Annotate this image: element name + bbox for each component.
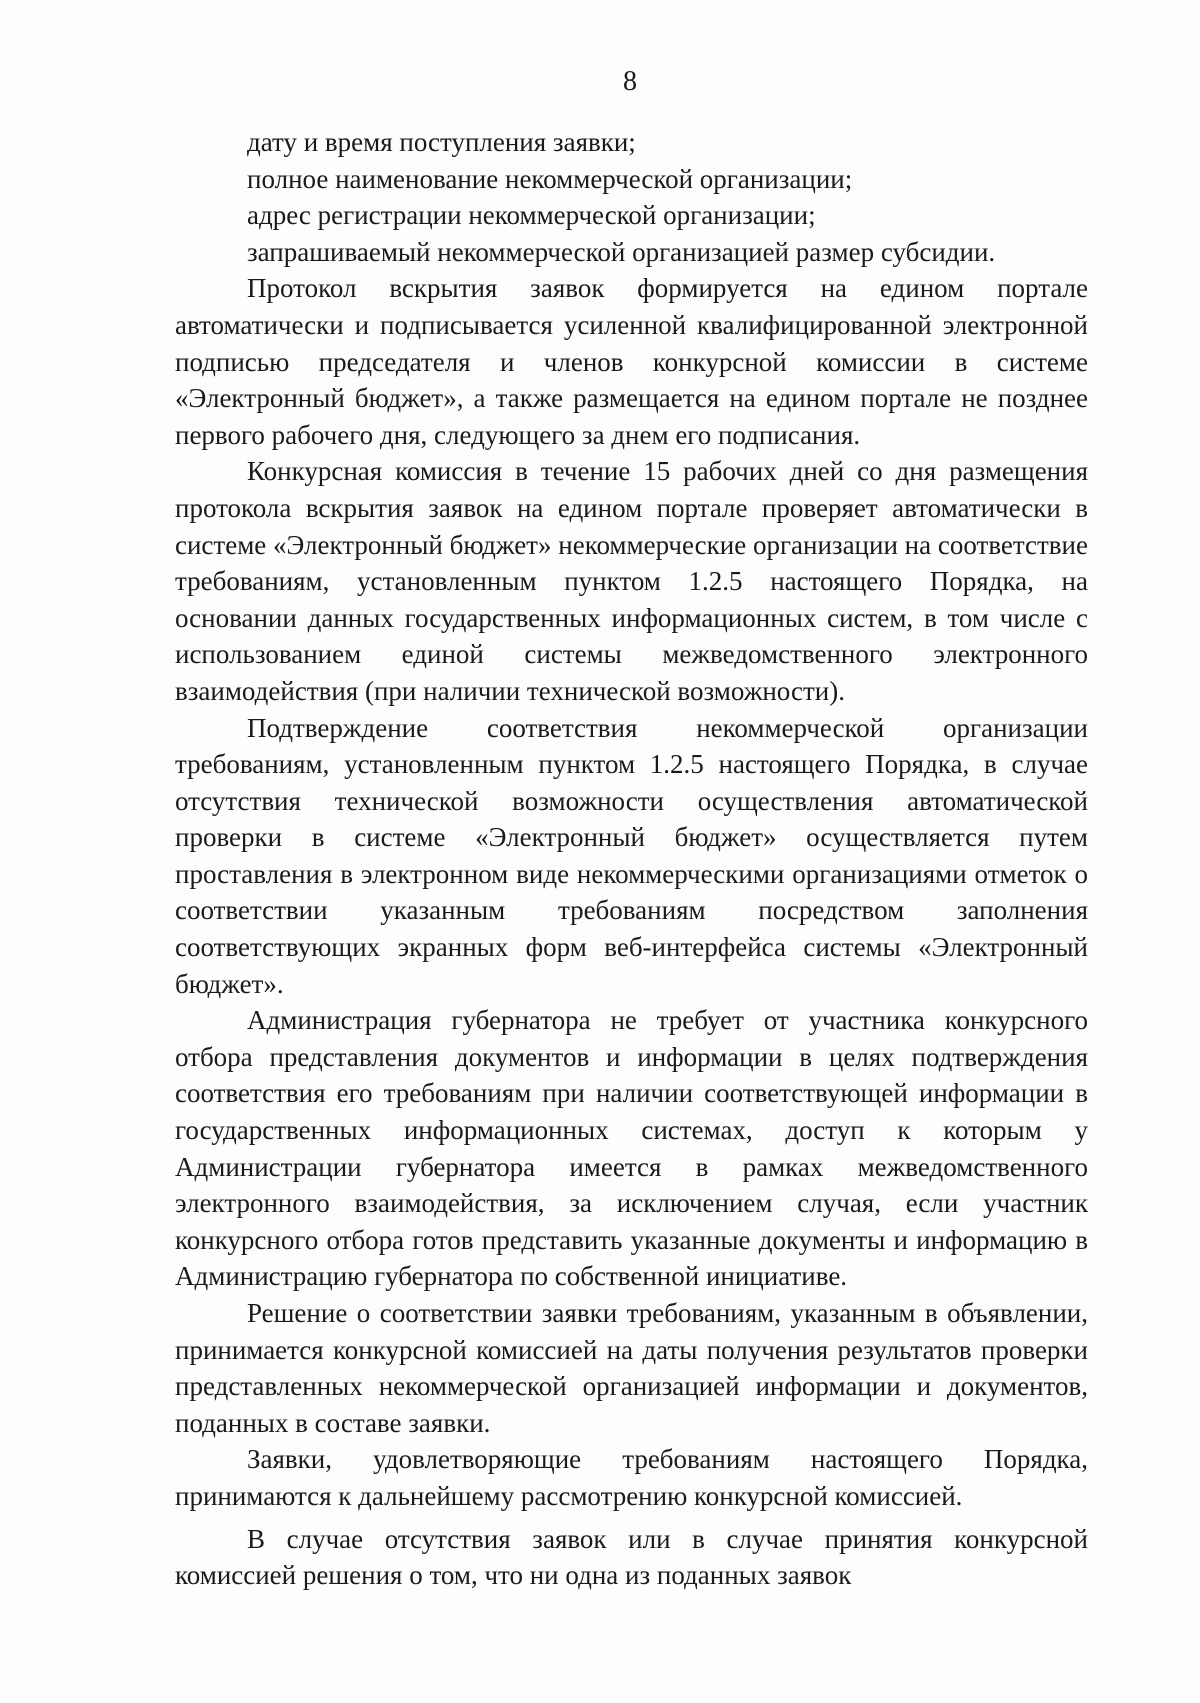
list-item: адрес регистрации некоммерческой организации;	[247, 200, 816, 231]
paragraph: Заявки, удовлетворяющие требованиям настоящего Порядка, принимаются к дальнейшему рассмотрению конкурсной комиссией.	[175, 1444, 1088, 1511]
paragraph: Протокол вскрытия заявок формируется на едином портале автоматически и подписывается усиленной квалифицированной электронной подписью председателя и членов конкурсной комиссии в системе «Электронный бюджет», а также размещается на едином портале не позднее первого рабочего дня, следующего за днем его подписания.	[175, 273, 1088, 450]
list-item: запрашиваемый некоммерческой организацией размер субсидии.	[247, 236, 996, 267]
paragraph: Решение о соответствии заявки требованиям, указанным в объявлении, принимается конкурсной комиссией на даты получения результатов проверки представленных некоммерческой организацией информации и документов, поданных в составе заявки.	[175, 1298, 1088, 1438]
paragraph: Подтверждение соответствия некоммерческой организации требованиям, установленным пунктом 1.2.5 настоящего Порядка, в случае отсутствия технической возможности осуществления автоматической проверки в системе «Электронный бюджет» осуществляется путем проставления в электронном виде некоммерческими организациями отметок о соответствии указанным требованиям посредством заполнения соответствующих экранных форм веб-интерфейса системы «Электронный бюджет».	[175, 712, 1088, 999]
list-item: полное наименование некоммерческой организации;	[247, 163, 853, 194]
paragraph: Конкурсная комиссия в течение 15 рабочих дней со дня размещения протокола вскрытия заявок на едином портале проверяет автоматически в системе «Электронный бюджет» некоммерческие организации на соответствие требованиям, установленным пунктом 1.2.5 настоящего Порядка, на основании данных государственных информационных систем, в том числе с использованием единой системы межведомственного электронного взаимодействия (при наличии технической возможности).	[175, 456, 1088, 706]
page-number: 8	[623, 66, 637, 97]
document-body	[175, 124, 1088, 1594]
paragraph: Администрация губернатора не требует от участника конкурсного отбора представления документов и информации в целях подтверждения соответствия его требованиям при наличии соответствующей информации в государственных информационных системах, доступ к которым у Администрации губернатора имеется в рамках межведомственного электронного взаимодействия, за исключением случая, если участник конкурсного отбора готов представить указанные документы и информацию в Администрацию губернатора по собственной инициативе.	[175, 1005, 1088, 1292]
paragraph: В случае отсутствия заявок или в случае принятия конкурсной комиссией решения о том, что ни одна из поданных заявок	[175, 1523, 1088, 1591]
list-item: дату и время поступления заявки;	[247, 127, 636, 157]
